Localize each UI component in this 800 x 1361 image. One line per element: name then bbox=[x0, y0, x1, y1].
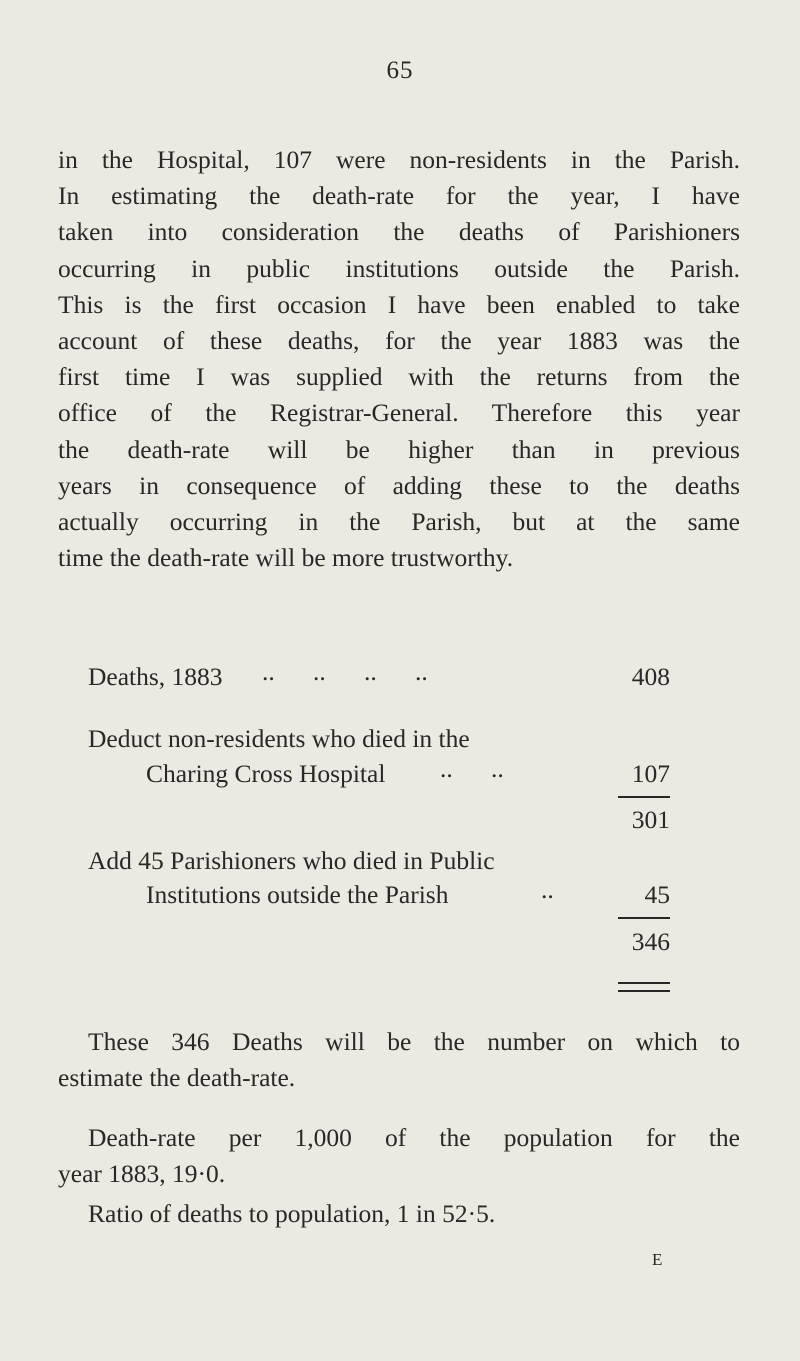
body-line: actually occurring in the Parish, but at the same bbox=[58, 507, 740, 537]
body-line: the death-rate will be higher than in previous bbox=[58, 434, 740, 464]
table-row-add bbox=[0, 877, 800, 913]
estimate-line: estimate the death-rate. bbox=[58, 1063, 296, 1093]
body-line: years in consequence of adding these to the deaths bbox=[58, 470, 740, 500]
body-line: taken into consideration the deaths of Parishioners bbox=[58, 217, 740, 247]
row-label: Deaths, 1883 bbox=[88, 662, 223, 691]
row-label: Add 45 Parishioners who died in Public bbox=[88, 846, 495, 875]
total-double-rule bbox=[618, 982, 670, 992]
body-line: account of these deaths, for the year 1883 was the bbox=[58, 326, 740, 356]
body-line: occurring in public institutions outside the Parish. bbox=[58, 253, 740, 283]
row-value: 408 bbox=[631, 662, 670, 691]
table-row-deduct-heading bbox=[0, 721, 800, 757]
leader-dots: .. .. bbox=[440, 754, 504, 783]
body-paragraph bbox=[58, 142, 740, 576]
subtotal-rule bbox=[618, 796, 670, 798]
table-row-add-heading bbox=[0, 843, 800, 879]
row-label: Deduct non-residents who died in the bbox=[88, 724, 470, 753]
table-row-subtotal bbox=[0, 802, 800, 838]
subtotal-value: 301 bbox=[631, 805, 670, 834]
leader-dots: .. .. .. .. bbox=[262, 657, 428, 686]
body-line: This is the first occasion I have been enabled to take bbox=[58, 289, 740, 319]
death-rate-line: Death-rate per 1,000 of the population for the bbox=[88, 1123, 740, 1152]
table-row-deduct bbox=[0, 756, 800, 792]
leader-dots: .. bbox=[541, 875, 554, 904]
table-row-total bbox=[0, 924, 800, 960]
death-rate-paragraph bbox=[58, 1120, 740, 1192]
body-line: office of the Registrar-General. Therefore this year bbox=[58, 398, 740, 428]
body-line: in the Hospital, 107 were non-residents in the Parish. bbox=[58, 145, 740, 174]
estimate-paragraph bbox=[58, 1024, 740, 1096]
row-value: 45 bbox=[644, 880, 670, 909]
row-label: Charing Cross Hospital bbox=[146, 759, 386, 788]
body-line: In estimating the death-rate for the year, I have bbox=[58, 181, 740, 211]
ratio-line: Ratio of deaths to population, 1 in 52·5. bbox=[88, 1199, 496, 1228]
death-rate-line: year 1883, 19·0. bbox=[58, 1159, 226, 1189]
body-line: time the death-rate will be more trustworthy. bbox=[58, 543, 514, 573]
page-number: 65 bbox=[386, 57, 414, 84]
signature-mark: E bbox=[652, 1250, 663, 1269]
row-label: Institutions outside the Parish bbox=[146, 880, 449, 909]
table-row-deaths bbox=[0, 659, 800, 695]
row-value: 107 bbox=[631, 759, 670, 788]
total-value: 346 bbox=[631, 927, 670, 956]
ratio-paragraph bbox=[88, 1196, 688, 1232]
total-rule bbox=[618, 917, 670, 919]
estimate-line: These 346 Deaths will be the number on which to bbox=[88, 1027, 740, 1056]
body-line: first time I was supplied with the returns from the bbox=[58, 362, 740, 392]
